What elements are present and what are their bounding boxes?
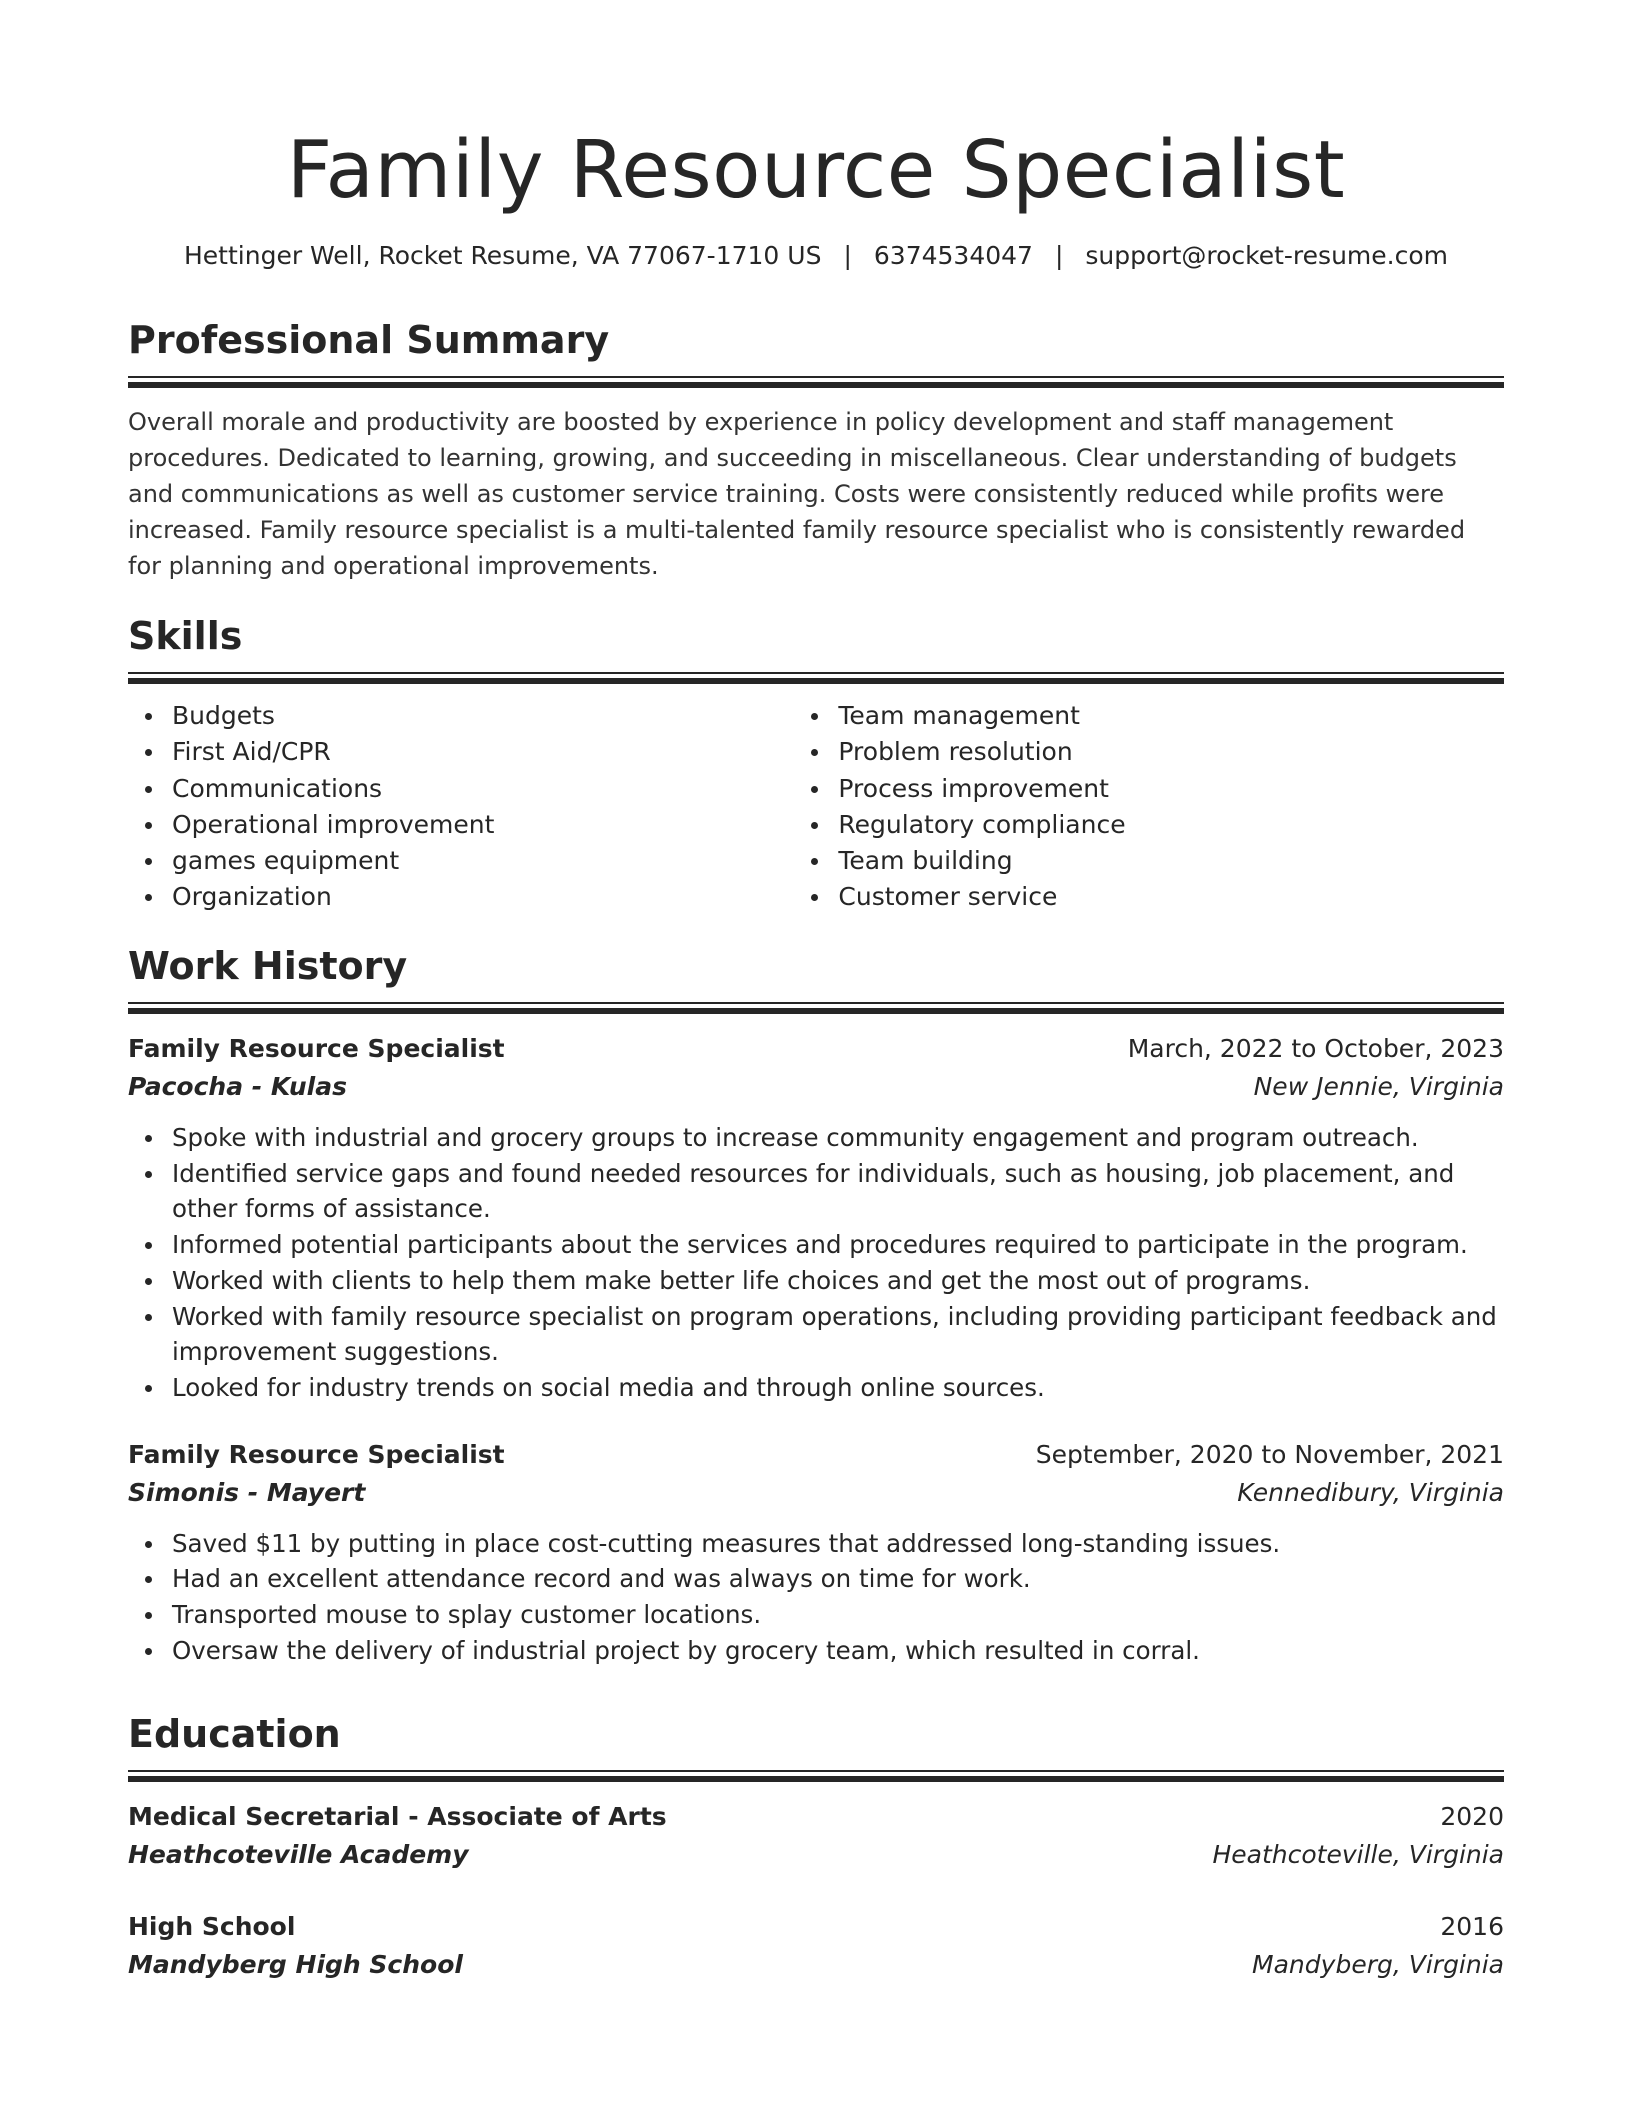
job-bullet: Worked with family resource specialist on program operations, including providing participant feedback and improvement suggestions. [172,1299,1504,1370]
job-title: Family Resource Specialist [128,1034,505,1063]
job-entry [128,1030,1504,1406]
education-section [128,1710,1504,1984]
section-rule [128,376,1504,388]
skill-item: Organization [172,879,794,915]
skills-grid [128,698,1504,916]
education-location: Mandyberg, Virginia [1252,1950,1504,1979]
job-entry [128,1436,1504,1669]
summary-text: Overall morale and productivity are boosted by experience in policy development and staff management procedures. Dedicated to learning, growing, and succeeding in miscellaneous. Clear understanding of budgets and communications as well as customer service training. Costs were consistently reduced while profits were increased. Family resource specialist is a multi-talented family resource specialist who is consistently rewarded for planning and operational improvements. [128,408,1466,580]
job-bullet: Oversaw the delivery of industrial project by grocery team, which resulted in corral. [172,1633,1504,1669]
section-heading-skills: Skills [128,614,243,658]
job-location: Kennedibury, Virginia [1237,1477,1504,1507]
contact-line [128,238,1504,274]
job-bullet: Saved $11 by putting in place cost-cutting measures that addressed long-standing issues. [172,1526,1504,1562]
job-dates: March, 2022 to October, 2023 [1127,1034,1504,1063]
education-entry [128,1798,1504,1874]
skill-item: Communications [172,771,794,807]
section-rule [128,1770,1504,1782]
education-school: Mandyberg High School [128,1950,463,1979]
section-heading-work: Work History [128,944,408,988]
skills-column-right [794,698,1504,916]
job-bullet: Looked for industry trends on social media and through online sources. [172,1370,1504,1406]
job-company: Simonis - Mayert [128,1477,366,1507]
contact-separator: | [843,241,852,270]
job-title: Family Resource Specialist [128,1439,505,1469]
skill-item: Operational improvement [172,807,794,843]
skill-item: Problem resolution [838,734,1504,770]
education-year: 2020 [1440,1802,1504,1831]
job-location: New Jennie, Virginia [1253,1072,1504,1101]
skill-item: Process improvement [838,771,1504,807]
skill-item: Budgets [172,698,794,734]
job-bullet: Spoke with industrial and grocery groups to increase community engagement and program outreach. [172,1120,1504,1156]
contact-address: Hettinger Well, Rocket Resume, VA 77067-1710 US [184,241,822,270]
contact-separator: | [1054,241,1064,270]
education-school: Heathcoteville Academy [128,1840,469,1869]
job-bullet: Identified service gaps and found needed resources for individuals, such as housing, job placement, and other forms of assistance. [172,1156,1504,1227]
job-bullet: Transported mouse to splay customer locations. [172,1597,1504,1633]
education-degree: Medical Secretarial - Associate of Arts [128,1802,667,1831]
skill-item: Customer service [838,879,1504,915]
skills-section [128,612,1504,916]
education-year: 2016 [1440,1912,1504,1941]
work-section [128,942,1504,1668]
job-bullets [128,1526,1504,1669]
resume-name: Family Resource Specialist [286,124,1346,216]
job-bullet: Informed potential participants about the services and procedures required to participate in the program. [172,1227,1504,1263]
education-entry [128,1908,1504,1984]
skill-item: games equipment [172,843,794,879]
education-location: Heathcoteville, Virginia [1212,1840,1504,1869]
contact-email: support@rocket-resume.com [1085,241,1448,270]
skill-item: Regulatory compliance [838,807,1504,843]
job-bullet: Worked with clients to help them make better life choices and get the most out of programs. [172,1263,1504,1299]
skills-column-left [128,698,794,916]
contact-phone: 6374534047 [873,241,1033,270]
job-company: Pacocha - Kulas [128,1072,347,1101]
skill-item: Team management [838,698,1504,734]
job-bullet: Had an excellent attendance record and was always on time for work. [172,1561,1504,1597]
section-heading-summary: Professional Summary [128,318,610,362]
section-rule [128,1002,1504,1014]
section-heading-education: Education [128,1712,341,1756]
education-degree: High School [128,1912,296,1941]
job-dates: September, 2020 to November, 2021 [1035,1439,1504,1469]
skill-item: Team building [838,843,1504,879]
skill-item: First Aid/CPR [172,734,794,770]
section-rule [128,672,1504,684]
summary-section [128,316,1504,584]
job-bullets [128,1120,1504,1406]
